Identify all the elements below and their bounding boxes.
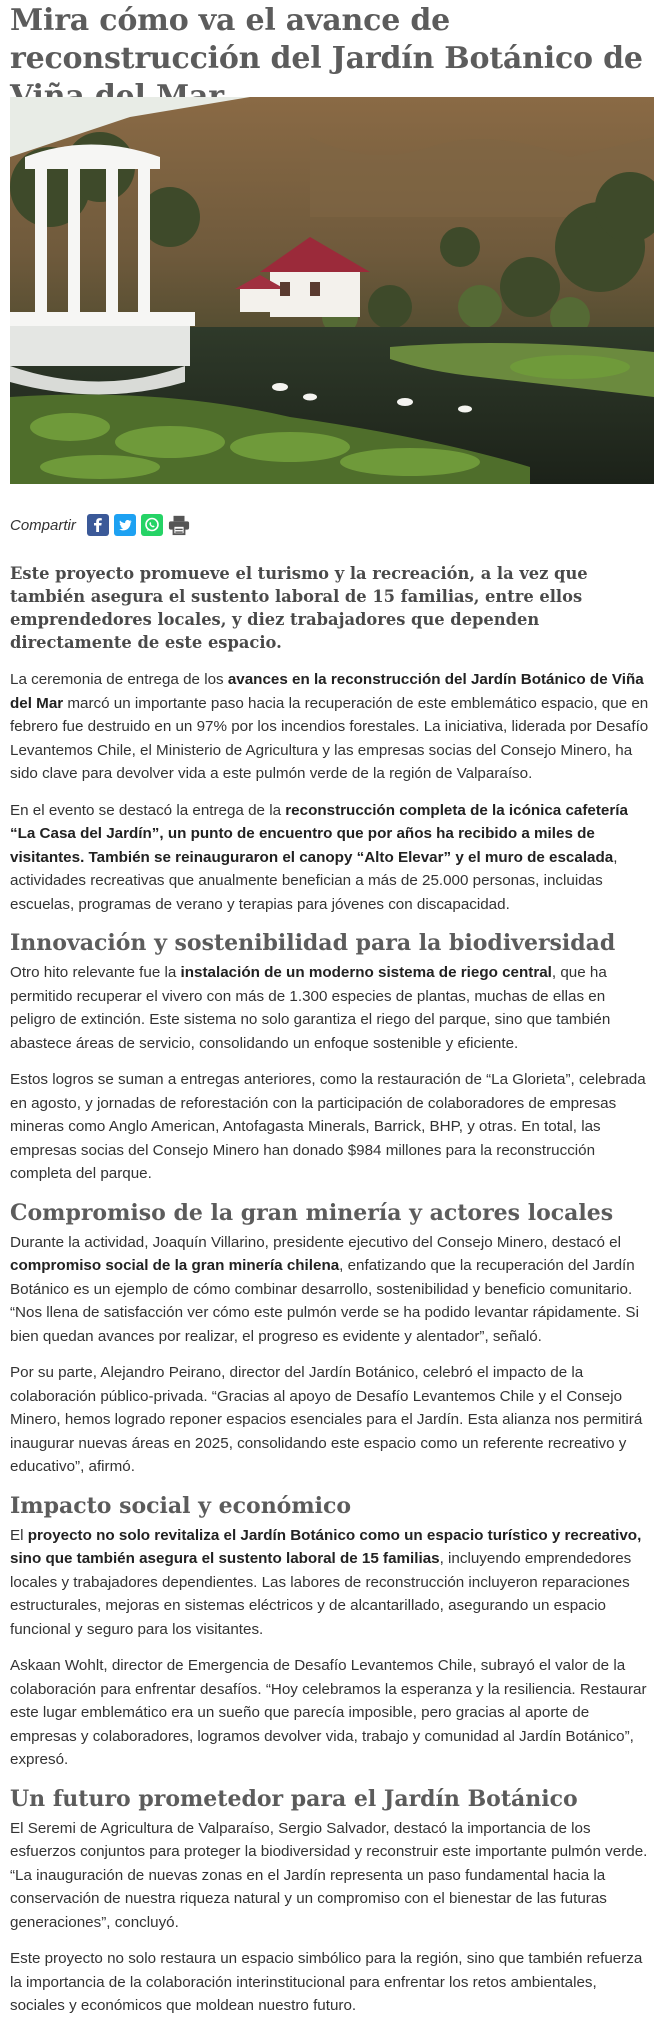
text-run: , enfatizando que la recuperación del Jardín Botánico es un ejemplo de cómo combinar desarrollo, sostenibilidad y beneficio comunitario. “Nos llena de satisfacción ver cómo este pulmón verde se ha podido levantar rápidamente. Si bien quedan avances por realizar, el progreso es evidente y alentador”, señaló. xyxy=(10,1257,639,1345)
section-heading-impacto: Impacto social y económico xyxy=(10,1492,352,1519)
facebook-icon[interactable] xyxy=(87,514,109,536)
text-run: , incluyendo emprendedores locales y trabajadores dependientes. Las labores de reconstrucción incluyeron reparaciones estructurales, mejoras en sistemas eléctricos y de alcantarillado, asegurando un espacio funcional y seguro para los visitantes. xyxy=(10,1550,632,1638)
garden-photo xyxy=(10,97,654,484)
whatsapp-icon[interactable] xyxy=(141,514,163,536)
text-run: Estos logros se suman a entregas anteriores, como la restauración de “La Glorieta”, celebrada en agosto, y jornadas de reforestación con la participación de colaboradores de empresas mineras como Anglo American, Antofagasta Minerals, Barrick, BHP, y otras. En total, las empresas socias del Consejo Minero han donado $984 millones para la reconstrucción completa del parque. xyxy=(10,1071,646,1182)
bold-text: reconstrucción completa de la icónica cafetería “La Casa del Jardín”, un punto de encuentro que por años ha recibido a miles de visitantes. También se reinauguraron el canopy “Alto Elevar” y el muro de escalada xyxy=(10,801,628,866)
print-icon[interactable] xyxy=(168,514,190,536)
share-label: Compartir xyxy=(10,516,76,534)
article-body xyxy=(10,558,654,2031)
paragraph xyxy=(10,1654,654,1772)
bold-text: avances en la reconstrucción del Jardín Botánico de Viña del Mar xyxy=(10,671,644,712)
text-run: El Seremi de Agricultura de Valparaíso, Sergio Salvador, destacó la importancia de los esfuerzos conjuntos para proteger la biodiversidad y reconstruir este importante pulmón verde. “La inauguración de nuevas zonas en el Jardín representa un paso fundamental hacia la conservación de nuestra riqueza natural y un compromiso con el bienestar de las futuras generaciones”, concluyó. xyxy=(10,1819,648,1931)
text-run: El xyxy=(10,1526,28,1544)
bold-text: instalación de un moderno sistema de riego central xyxy=(180,964,552,981)
text-run: , que ha permitido recuperar el vivero con más de 1.300 especies de plantas, muchas de ellas en peligro de extinción. Este sistema no solo garantiza el riego del parque, sino que también abastece áreas de servicio, consolidando un enfoque sostenible y eficiente. xyxy=(10,964,611,1052)
hero-image xyxy=(10,97,654,484)
text-run: Este proyecto no solo restaura un espacio simbólico para la región, sino que también refuerza la importancia de la colaboración interinstitucional para enfrentar los retos ambientales, sociales y económicos que moldean nuestro futuro. xyxy=(10,1950,643,2014)
paragraph xyxy=(10,668,654,786)
share-bar xyxy=(10,510,190,540)
text-run: Por su parte, Alejandro Peirano, director del Jardín Botánico, celebró el impacto de la colaboración público-privada. “Gracias al apoyo de Desafío Levantemos Chile y el Consejo Minero, hemos logrado reponer espacios esenciales para el Jardín. Esta alianza nos permitirá inaugurar nuevas áreas en 2025, consolidando este espacio como un referente recreativo y educativo”, afirmó. xyxy=(10,1364,643,1475)
section-heading-futuro: Un futuro prometedor para el Jardín Botánico xyxy=(10,1785,578,1812)
paragraph xyxy=(10,799,654,917)
twitter-icon[interactable] xyxy=(114,514,136,536)
text-run: En el evento se destacó la entrega de la xyxy=(10,801,286,819)
bold-text: compromiso social de la gran minería chilena xyxy=(10,1257,340,1274)
paragraph xyxy=(10,1361,654,1479)
page-title: Mira cómo va el avance de reconstrucción del Jardín Botánico de xyxy=(10,3,643,76)
text-run: La ceremonia de entrega de los xyxy=(10,671,228,688)
paragraph xyxy=(10,961,654,1055)
paragraph xyxy=(10,1231,654,1349)
bold-text: proyecto no solo revitaliza el Jardín Botánico como un espacio turístico y recreativo, sino que también asegura el sustento laboral de 15 familias xyxy=(10,1526,642,1567)
text-run: Askaan Wohlt, director de Emergencia de Desafío Levantemos Chile, subrayó el valor de la colaboración para enfrentar desafíos. “Hoy celebramos la esperanza y la resiliencia. Restaurar este lugar emblemático era un sueño que parecía imposible, pero gracias al aporte de empresas y colaboradores, logramos devolver vida, trabajo y comunidad al Jardín Botánico”, expresó. xyxy=(10,1657,647,1768)
paragraph xyxy=(10,1947,654,2018)
section-heading-innovacion: Innovación y sostenibilidad para la biodiversidad xyxy=(10,930,616,956)
section-heading-compromiso: Compromiso de la gran minería y actores locales xyxy=(10,1199,614,1226)
text-run: Otro hito relevante fue la xyxy=(10,964,181,981)
article-lead: Este proyecto promueve el turismo y la recreación, a la vez que también asegura el sustento laboral de 15 familias, entre ellos emprendedores locales, y diez trabajadores que dependen directamente de este espacio. xyxy=(10,564,588,652)
text-run: Durante la actividad, Joaquín Villarino, presidente ejecutivo del Consejo Minero, destacó el xyxy=(10,1233,621,1251)
text-run: , actividades recreativas que anualmente benefician a más de 25.000 personas, incluidas escuelas, programas de verano y terapias para jóvenes con discapacidad. xyxy=(10,848,618,913)
paragraph xyxy=(10,1524,654,1642)
paragraph xyxy=(10,1068,654,1186)
text-run: marcó un importante paso hacia la recuperación de este emblemático espacio, que en febrero fue destruido en un 97% por los incendios forestales. La iniciativa, liderada por Desafío Levantemos Chile, el Ministerio de Agricultura y las empresas socias del Consejo Minero, ha sido clave para devolver vida a este pulmón verde de la región de Valparaíso. xyxy=(10,694,649,782)
paragraph xyxy=(10,1817,654,1935)
